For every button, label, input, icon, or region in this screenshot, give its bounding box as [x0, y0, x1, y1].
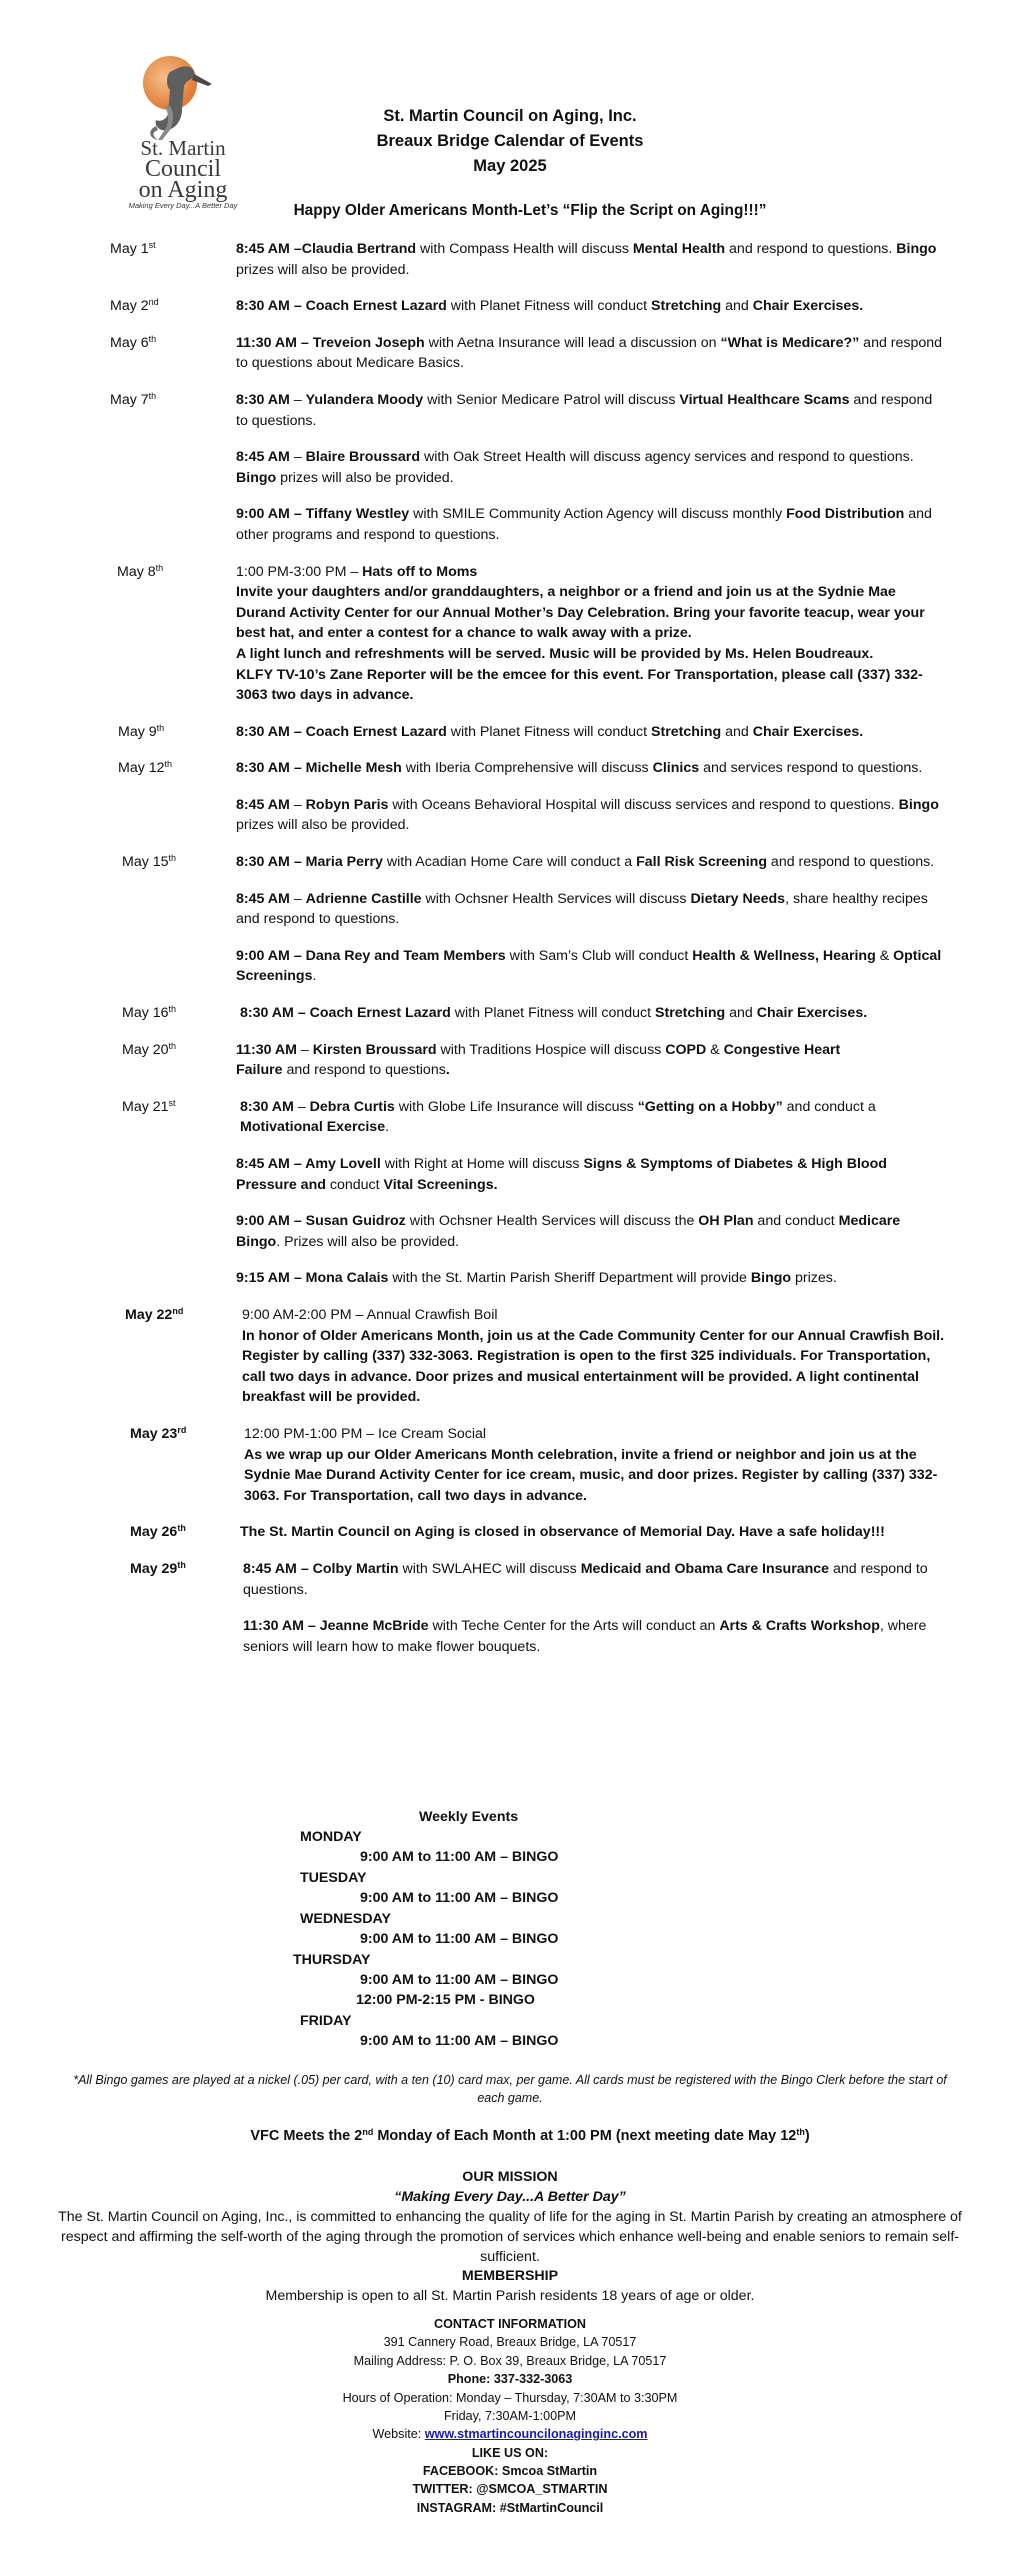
- contact-mailing-address: Mailing Address: P. O. Box 39, Breaux Bridge, LA 70517: [353, 2353, 667, 2368]
- event-entry: 8:30 AM – Michelle Mesh with Iberia Comprehensive will discuss Clinics and services respond to questions.: [236, 760, 923, 777]
- event-entry: 8:30 AM – Coach Ernest Lazard with Planet Fitness will conduct Stretching and Chair Exercises.: [236, 723, 864, 740]
- mission-motto: “Making Every Day...A Better Day”: [394, 2188, 626, 2205]
- event-day-may-21: [0, 1097, 1020, 1289]
- event-entry: 9:00 AM – Dana Rey and Team Members with Sam’s Club will conduct Health & Wellness, Hearing & Optical Screenings.: [236, 947, 942, 985]
- events-list: [0, 239, 1020, 1673]
- event-entry: 8:30 AM – Coach Ernest Lazard with Planet Fitness will conduct Stretching and Chair Exercises.: [236, 298, 864, 315]
- event-day-may-16: [0, 1003, 1020, 1024]
- event-entry: 8:30 AM – Coach Ernest Lazard with Planet Fitness will conduct Stretching and Chair Exercises.: [240, 1005, 868, 1022]
- contact-heading: CONTACT INFORMATION: [433, 2317, 587, 2331]
- event-description: As we wrap up our Older Americans Month celebration, invite a friend or neighbor and join us at the Sydnie Mae Durand Activity Center for ice cream, music, and door prizes. Register by calling (337) 332-3063. For Transportation, call two days in advance.: [244, 1446, 938, 1504]
- event-day-may-7: [0, 390, 1020, 546]
- contact-hours-friday: Friday, 7:30AM-1:00PM: [443, 2408, 577, 2423]
- weekday-time: 9:00 AM to 11:00 AM – BINGO: [360, 1972, 559, 1988]
- event-entry: 8:45 AM –Claudia Bertrand with Compass Health will discuss Mental Health and respond to questions. Bingo prizes will also be provided.: [236, 241, 937, 278]
- event-entry: 11:30 AM – Treveion Joseph with Aetna Insurance will lead a discussion on “What is Medicare?” and respond to questions about Medicare Basics.: [236, 334, 943, 372]
- event-entry: 8:30 AM – Debra Curtis with Globe Life Insurance will discuss “Getting on a Hobby” and conduct a Motivational Exercise.: [240, 1098, 876, 1136]
- logo-tagline: Making Every Day...A Better Day: [128, 201, 238, 210]
- event-entry: 8:45 AM – Amy Lovell with Right at Home will discuss Signs & Symptoms of Diabetes & High Blood Pressure and conduct Vital Screenings.: [236, 1156, 887, 1193]
- event-day-may-8: [0, 562, 1020, 706]
- event-date: May 22nd: [125, 1305, 184, 1323]
- contact-section: [0, 2315, 1020, 2517]
- event-day-may-1: [0, 239, 1020, 280]
- twitter-handle: TWITTER: @SMCOA_STMARTIN: [412, 2482, 608, 2497]
- weekday-time: 9:00 AM to 11:00 AM – BINGO: [360, 1849, 559, 1865]
- contact-website-row: Website: www.stmartincouncilonaginginc.com: [372, 2427, 648, 2442]
- event-entry: 11:30 AM – Kirsten Broussard with Traditions Hospice will discuss COPD & Congestive Heart Failure and respond to questions.: [236, 1041, 841, 1079]
- event-day-may-2: [0, 296, 1020, 317]
- event-day-may-22: [0, 1305, 1020, 1408]
- event-date: May 29th: [130, 1559, 186, 1577]
- event-date: May 16th: [122, 1004, 177, 1022]
- mission-heading: OUR MISSION: [462, 2169, 558, 2185]
- weekday-tuesday: TUESDAY: [300, 1870, 367, 1886]
- contact-address: 391 Cannery Road, Breaux Bridge, LA 70517: [383, 2335, 637, 2350]
- membership-heading: MEMBERSHIP: [461, 2268, 559, 2285]
- facebook-handle: FACEBOOK: Smcoa StMartin: [422, 2464, 598, 2478]
- event-entry: 8:45 AM – Colby Martin with SWLAHEC will discuss Medicaid and Obama Care Insurance and respond to questions.: [243, 1560, 928, 1598]
- event-entry: 1:00 PM-3:00 PM – Hats off to Moms: [236, 563, 478, 580]
- vfc-meeting-note: VFC Meets the 2nd Monday of Each Month at 1:00 PM (next meeting date May 12th): [250, 2127, 810, 2144]
- event-day-may-26: [0, 1522, 1020, 1543]
- event-date: May 8th: [117, 562, 164, 580]
- event-day-may-23: [0, 1424, 1020, 1506]
- event-entry: 9:00 AM – Tiffany Westley with SMILE Community Action Agency will discuss monthly Food Distribution and other programs and respond to questions.: [236, 506, 932, 543]
- event-date: May 26th: [130, 1523, 186, 1541]
- event-description: The St. Martin Council on Aging is closed in observance of Memorial Day. Have a safe holiday!!!: [240, 1524, 885, 1541]
- event-entry: 8:30 AM – Maria Perry with Acadian Home Care will conduct a Fall Risk Screening and respond to questions.: [236, 854, 935, 871]
- event-day-may-20: [0, 1040, 1020, 1081]
- event-day-may-12: [0, 758, 1020, 836]
- event-entry: 11:30 AM – Jeanne McBride with Teche Center for the Arts will conduct an Arts & Crafts Workshop, where seniors will learn how to make flower bouquets.: [243, 1618, 927, 1655]
- event-date: May 15th: [122, 853, 177, 871]
- weekday-time: 9:00 AM to 11:00 AM – BINGO: [360, 1890, 559, 1906]
- month-title: May 2025: [473, 157, 547, 175]
- mission-section: [50, 2168, 970, 2307]
- event-day-may-15: [0, 852, 1020, 987]
- weekday-thursday: THURSDAY: [293, 1952, 371, 1968]
- instagram-handle: INSTAGRAM: #StMartinCouncil: [416, 2500, 604, 2515]
- theme-title: Happy Older Americans Month-Let’s “Flip the Script on Aging!!!”: [293, 202, 767, 219]
- event-date: May 9th: [118, 722, 165, 740]
- event-description: A light lunch and refreshments will be served. Music will be provided by Ms. Helen Boudreaux.: [236, 645, 874, 662]
- weekday-time: 9:00 AM to 11:00 AM – BINGO: [360, 2033, 559, 2049]
- event-date: May 2nd: [110, 297, 159, 315]
- event-date: May 23rd: [130, 1424, 187, 1442]
- weekday-monday: MONDAY: [300, 1829, 362, 1845]
- event-entry: 9:00 AM-2:00 PM – Annual Crawfish Boil: [242, 1306, 498, 1323]
- event-day-may-29: [0, 1559, 1020, 1657]
- event-date: May 21st: [122, 1097, 176, 1115]
- social-heading: LIKE US ON:: [471, 2445, 549, 2460]
- event-date: May 20th: [122, 1040, 177, 1058]
- logo-text-line1: St. Martin: [140, 136, 226, 160]
- weekday-wednesday: WEDNESDAY: [300, 1911, 391, 1927]
- event-entry: 8:30 AM – Yulandera Moody with Senior Medicare Patrol will discuss Virtual Healthcare Scams and respond to questions.: [236, 391, 933, 429]
- weekday-friday: FRIDAY: [300, 2013, 352, 2029]
- weekly-events-title: Weekly Events: [419, 1809, 519, 1825]
- event-entry: 12:00 PM-1:00 PM – Ice Cream Social: [244, 1425, 487, 1442]
- calendar-title: Breaux Bridge Calendar of Events: [376, 132, 644, 150]
- logo-text-line2: Council: [145, 156, 221, 182]
- contact-phone: Phone: 337-332-3063: [447, 2372, 573, 2387]
- bingo-footnote: *All Bingo games are played at a nickel (.05) per card, with a ten (10) card max, per game. All cards must be registered with the Bingo Clerk before the start of each game.: [73, 2073, 947, 2106]
- event-day-may-6: [0, 333, 1020, 374]
- event-description: Invite your daughters and/or granddaughters, a neighbor or a friend and join us at the Sydnie Mae Durand Activity Center for our Annual Mother’s Day Celebration. Bring your favorite teacup, wear your best hat, and enter a contest for a chance to walk away with a prize.: [236, 584, 925, 642]
- event-description: KLFY TV-10’s Zane Reporter will be the emcee for this event. For Transportation, please call (337) 332-3063 two days in advance.: [236, 666, 923, 704]
- membership-text: Membership is open to all St. Martin Parish residents 18 years of age or older.: [265, 2288, 755, 2305]
- event-date: May 12th: [118, 759, 173, 777]
- event-date: May 1st: [110, 240, 156, 257]
- contact-hours: Hours of Operation: Monday – Thursday, 7:30AM to 3:30PM: [342, 2390, 678, 2405]
- mission-text: The St. Martin Council on Aging, Inc., is committed to enhancing the quality of life for the aging in St. Martin Parish by creating an atmosphere of respect and affirming the self-worth of the aging through the promotion of services which enhance well-being and enable seniors to remain self-sufficient.: [58, 2208, 962, 2265]
- event-entry: 8:45 AM – Adrienne Castille with Ochsner Health Services will discuss Dietary Needs, share healthy recipes and respond to questions.: [236, 890, 928, 928]
- event-entry: 8:45 AM – Robyn Paris with Oceans Behavioral Hospital will discuss services and respond to questions. Bingo prizes will also be provided.: [236, 796, 939, 834]
- org-title: St. Martin Council on Aging, Inc.: [383, 107, 637, 125]
- event-day-may-9: [0, 722, 1020, 743]
- event-date: May 7th: [110, 390, 157, 408]
- weekday-time: 12:00 PM-2:15 PM - BINGO: [356, 1992, 535, 2008]
- event-description: In honor of Older Americans Month, join us at the Cade Community Center for our Annual Crawfish Boil. Register by calling (337) 332-3063. Registration is open to the first 325 individuals. For Transportation, call two days in advance. Door prizes and musical entertainment will be provided. A light continental breakfast will be provided.: [242, 1327, 945, 1406]
- event-entry: 9:00 AM – Susan Guidroz with Ochsner Health Services will discuss the OH Plan and conduct Medicare Bingo. Prizes will also be provided.: [236, 1213, 901, 1250]
- logo-text-line3: on Aging: [138, 177, 228, 203]
- event-date: May 6th: [110, 333, 157, 351]
- event-entry: 8:45 AM – Blaire Broussard with Oak Street Health will discuss agency services and respond to questions. Bingo prizes will also be provided.: [236, 449, 914, 486]
- weekday-time: 9:00 AM to 11:00 AM – BINGO: [360, 1931, 559, 1947]
- event-entry: 9:15 AM – Mona Calais with the St. Martin Parish Sheriff Department will provide Bingo prizes.: [236, 1270, 837, 1287]
- website-link[interactable]: www.stmartincouncilonaginginc.com: [424, 2427, 648, 2442]
